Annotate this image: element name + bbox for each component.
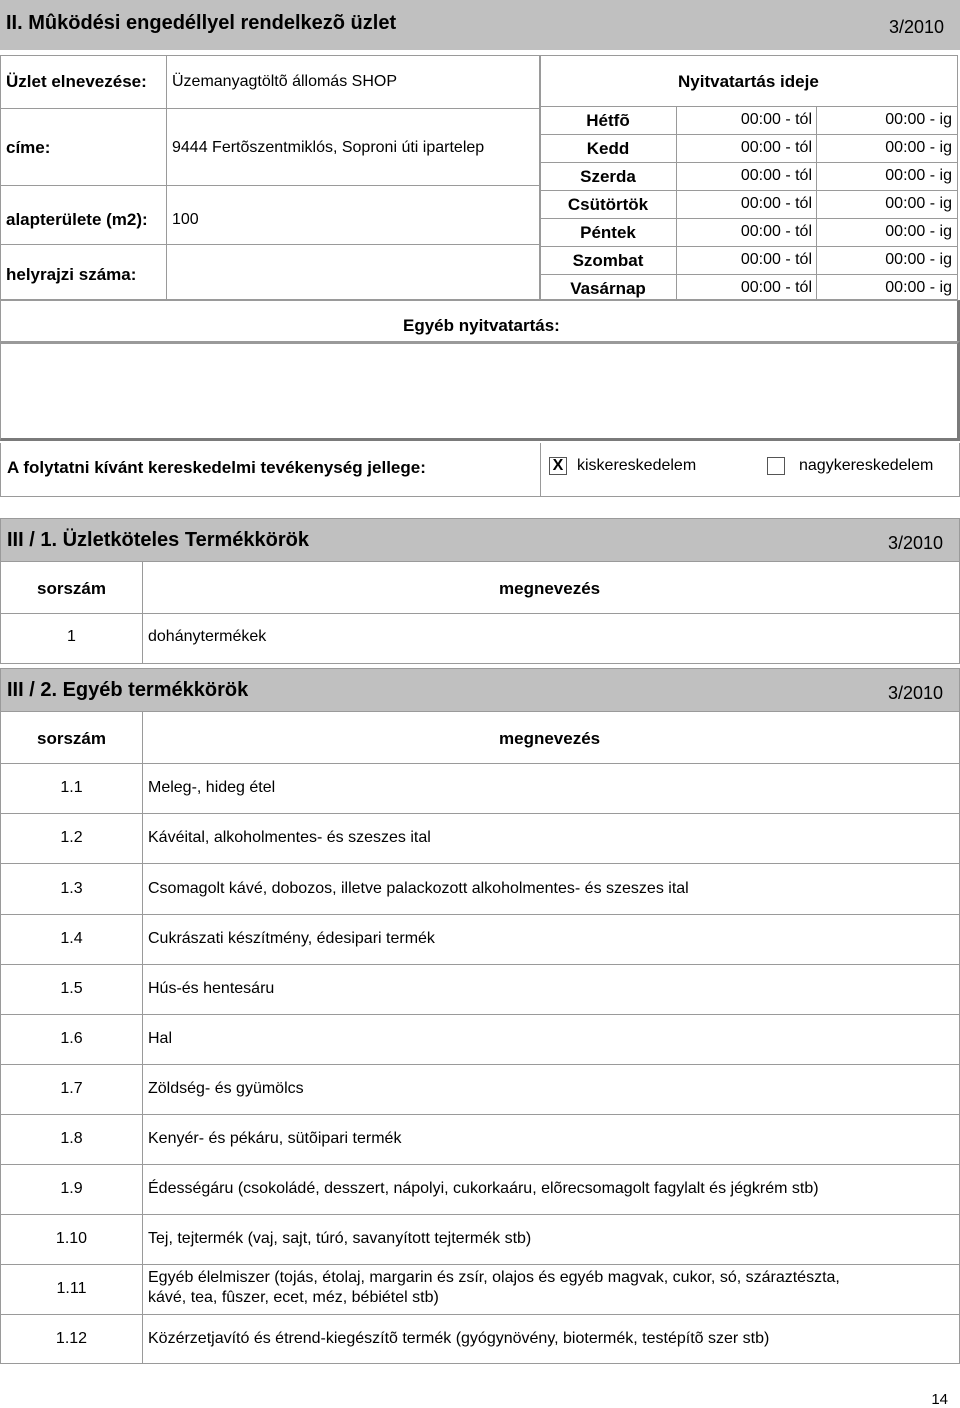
- address-value: 9444 Fertõszentmiklós, Soproni úti ipartelep: [172, 139, 485, 156]
- section3-2-table: [0, 712, 960, 1364]
- hours-to: 00:00 - ig: [885, 279, 952, 296]
- product-row-num: 1: [67, 628, 76, 645]
- col-num-header: sorszám: [37, 579, 106, 598]
- product-row-name: Cukrászati készítmény, édesipari termék: [148, 930, 435, 947]
- product-row-num: 1.12: [55, 1330, 88, 1347]
- product-row-num: 1.11: [56, 1280, 87, 1297]
- section3-2-title: III / 2. Egyéb termékkörök: [7, 679, 249, 701]
- area-value: 100: [172, 211, 199, 228]
- product-row-name: Tej, tejtermék (vaj, sajt, túró, savanyított tejtermék stb): [148, 1230, 532, 1247]
- section3-1-header: [0, 518, 960, 562]
- hours-day: Péntek: [580, 223, 636, 242]
- name-value: Üzemanyagtöltõ állomás SHOP: [172, 73, 397, 90]
- col-name-header: megnevezés: [499, 579, 601, 598]
- col-name-header-2: megnevezés: [499, 729, 601, 748]
- hours-to: 00:00 - ig: [885, 251, 952, 268]
- activity-row: [0, 443, 960, 497]
- product-row-name: Hús-és hentesáru: [148, 980, 275, 997]
- product-row-num: 1.1: [60, 779, 83, 796]
- product-row-num: 1.10: [55, 1230, 88, 1247]
- product-row-name: Csomagolt kávé, dobozos, illetve palackozott alkoholmentes- és szeszes ital: [148, 879, 689, 897]
- product-row-name-cont: kávé, tea, fûszer, ecet, méz, bébiétel stb): [148, 1289, 439, 1306]
- hours-from: 00:00 - tól: [740, 223, 812, 240]
- address-label: címe:: [6, 138, 51, 157]
- hours-from: 00:00 - tól: [740, 195, 812, 212]
- product-row-num: 1.4: [60, 930, 83, 947]
- product-row-name: Zöldség- és gyümölcs: [148, 1080, 304, 1097]
- retail-checkbox[interactable]: X: [549, 457, 567, 475]
- product-row-num: 1.7: [60, 1080, 83, 1097]
- activity-label: A folytatni kívánt kereskedelmi tevékenység jellege:: [7, 458, 426, 477]
- product-row-num: 1.8: [60, 1130, 83, 1147]
- hours-from: 00:00 - tól: [740, 111, 812, 128]
- hours-day: Szombat: [572, 251, 644, 270]
- col-num-header-2: sorszám: [37, 729, 106, 748]
- hours-from: 00:00 - tól: [740, 279, 812, 296]
- section3-1-table: [0, 562, 960, 664]
- name-label: Üzlet elnevezése:: [6, 72, 147, 91]
- hours-from: 00:00 - tól: [740, 139, 812, 156]
- product-row-num: 1.9: [60, 1180, 83, 1197]
- product-row-name: Kenyér- és pékáru, sütõipari termék: [148, 1130, 402, 1147]
- hours-day: Csütörtök: [567, 195, 649, 214]
- section3-1-title: III / 1. Üzletköteles Termékkörök: [7, 529, 309, 551]
- hours-to: 00:00 - ig: [885, 195, 952, 212]
- hours-from: 00:00 - tól: [740, 251, 812, 268]
- product-row-name: Édességáru (csokoládé, desszert, nápolyi, cukorkaáru, elõrecsomagolt fagylalt és jégkrém stb): [148, 1180, 819, 1197]
- hours-to: 00:00 - ig: [885, 139, 952, 156]
- page-number: 14: [931, 1391, 948, 1408]
- retail-label: kiskereskedelem: [577, 457, 697, 474]
- section3-1-code: 3/2010: [887, 533, 943, 553]
- hours-header: Nyitvatartás ideje: [678, 72, 819, 91]
- hours-day: Kedd: [586, 139, 630, 158]
- other-hours-label-row: [0, 300, 960, 344]
- product-row-name: Kávéital, alkoholmentes- és szeszes ital: [148, 829, 431, 846]
- hours-from: 00:00 - tól: [740, 167, 812, 184]
- hours-to: 00:00 - ig: [885, 223, 952, 240]
- section2-code: 3/2010: [888, 17, 944, 37]
- section3-2-header: [0, 668, 960, 712]
- product-row-name: Közérzetjavító és étrend-kiegészítõ termék (gyógynövény, biotermék, testépítõ szer stb): [148, 1330, 770, 1347]
- hours-to: 00:00 - ig: [885, 167, 952, 184]
- product-row-num: 1.6: [60, 1030, 83, 1047]
- product-row-name: Hal: [148, 1030, 173, 1047]
- other-hours-box: [0, 341, 960, 441]
- section3-2-code: 3/2010: [887, 683, 943, 703]
- other-hours-label: Egyéb nyitvatartás:: [403, 316, 560, 335]
- product-row-num: 1.3: [60, 879, 83, 897]
- hours-day: Szerda: [580, 167, 636, 186]
- product-row-name: Meleg-, hideg étel: [148, 779, 276, 796]
- wholesale-label: nagykereskedelem: [799, 457, 934, 474]
- product-row-num: 1.2: [60, 829, 83, 846]
- wholesale-checkbox[interactable]: [767, 457, 785, 475]
- product-row-num: 1.5: [60, 980, 83, 997]
- product-row-name: Egyéb élelmiszer (tojás, étolaj, margarin és zsír, olajos és egyéb magvak, cukor, só, száraztészta,: [148, 1269, 840, 1286]
- plot-label: helyrajzi száma:: [6, 265, 137, 284]
- product-row-name: dohánytermékek: [148, 628, 267, 645]
- hours-to: 00:00 - ig: [885, 111, 952, 128]
- area-label: alapterülete (m2):: [6, 210, 148, 229]
- hours-day: Vasárnap: [570, 279, 646, 298]
- section2-title: II. Mûködési engedéllyel rendelkezõ üzlet: [6, 12, 397, 34]
- section2-header: [0, 0, 960, 50]
- hours-day: Hétfõ: [586, 111, 630, 130]
